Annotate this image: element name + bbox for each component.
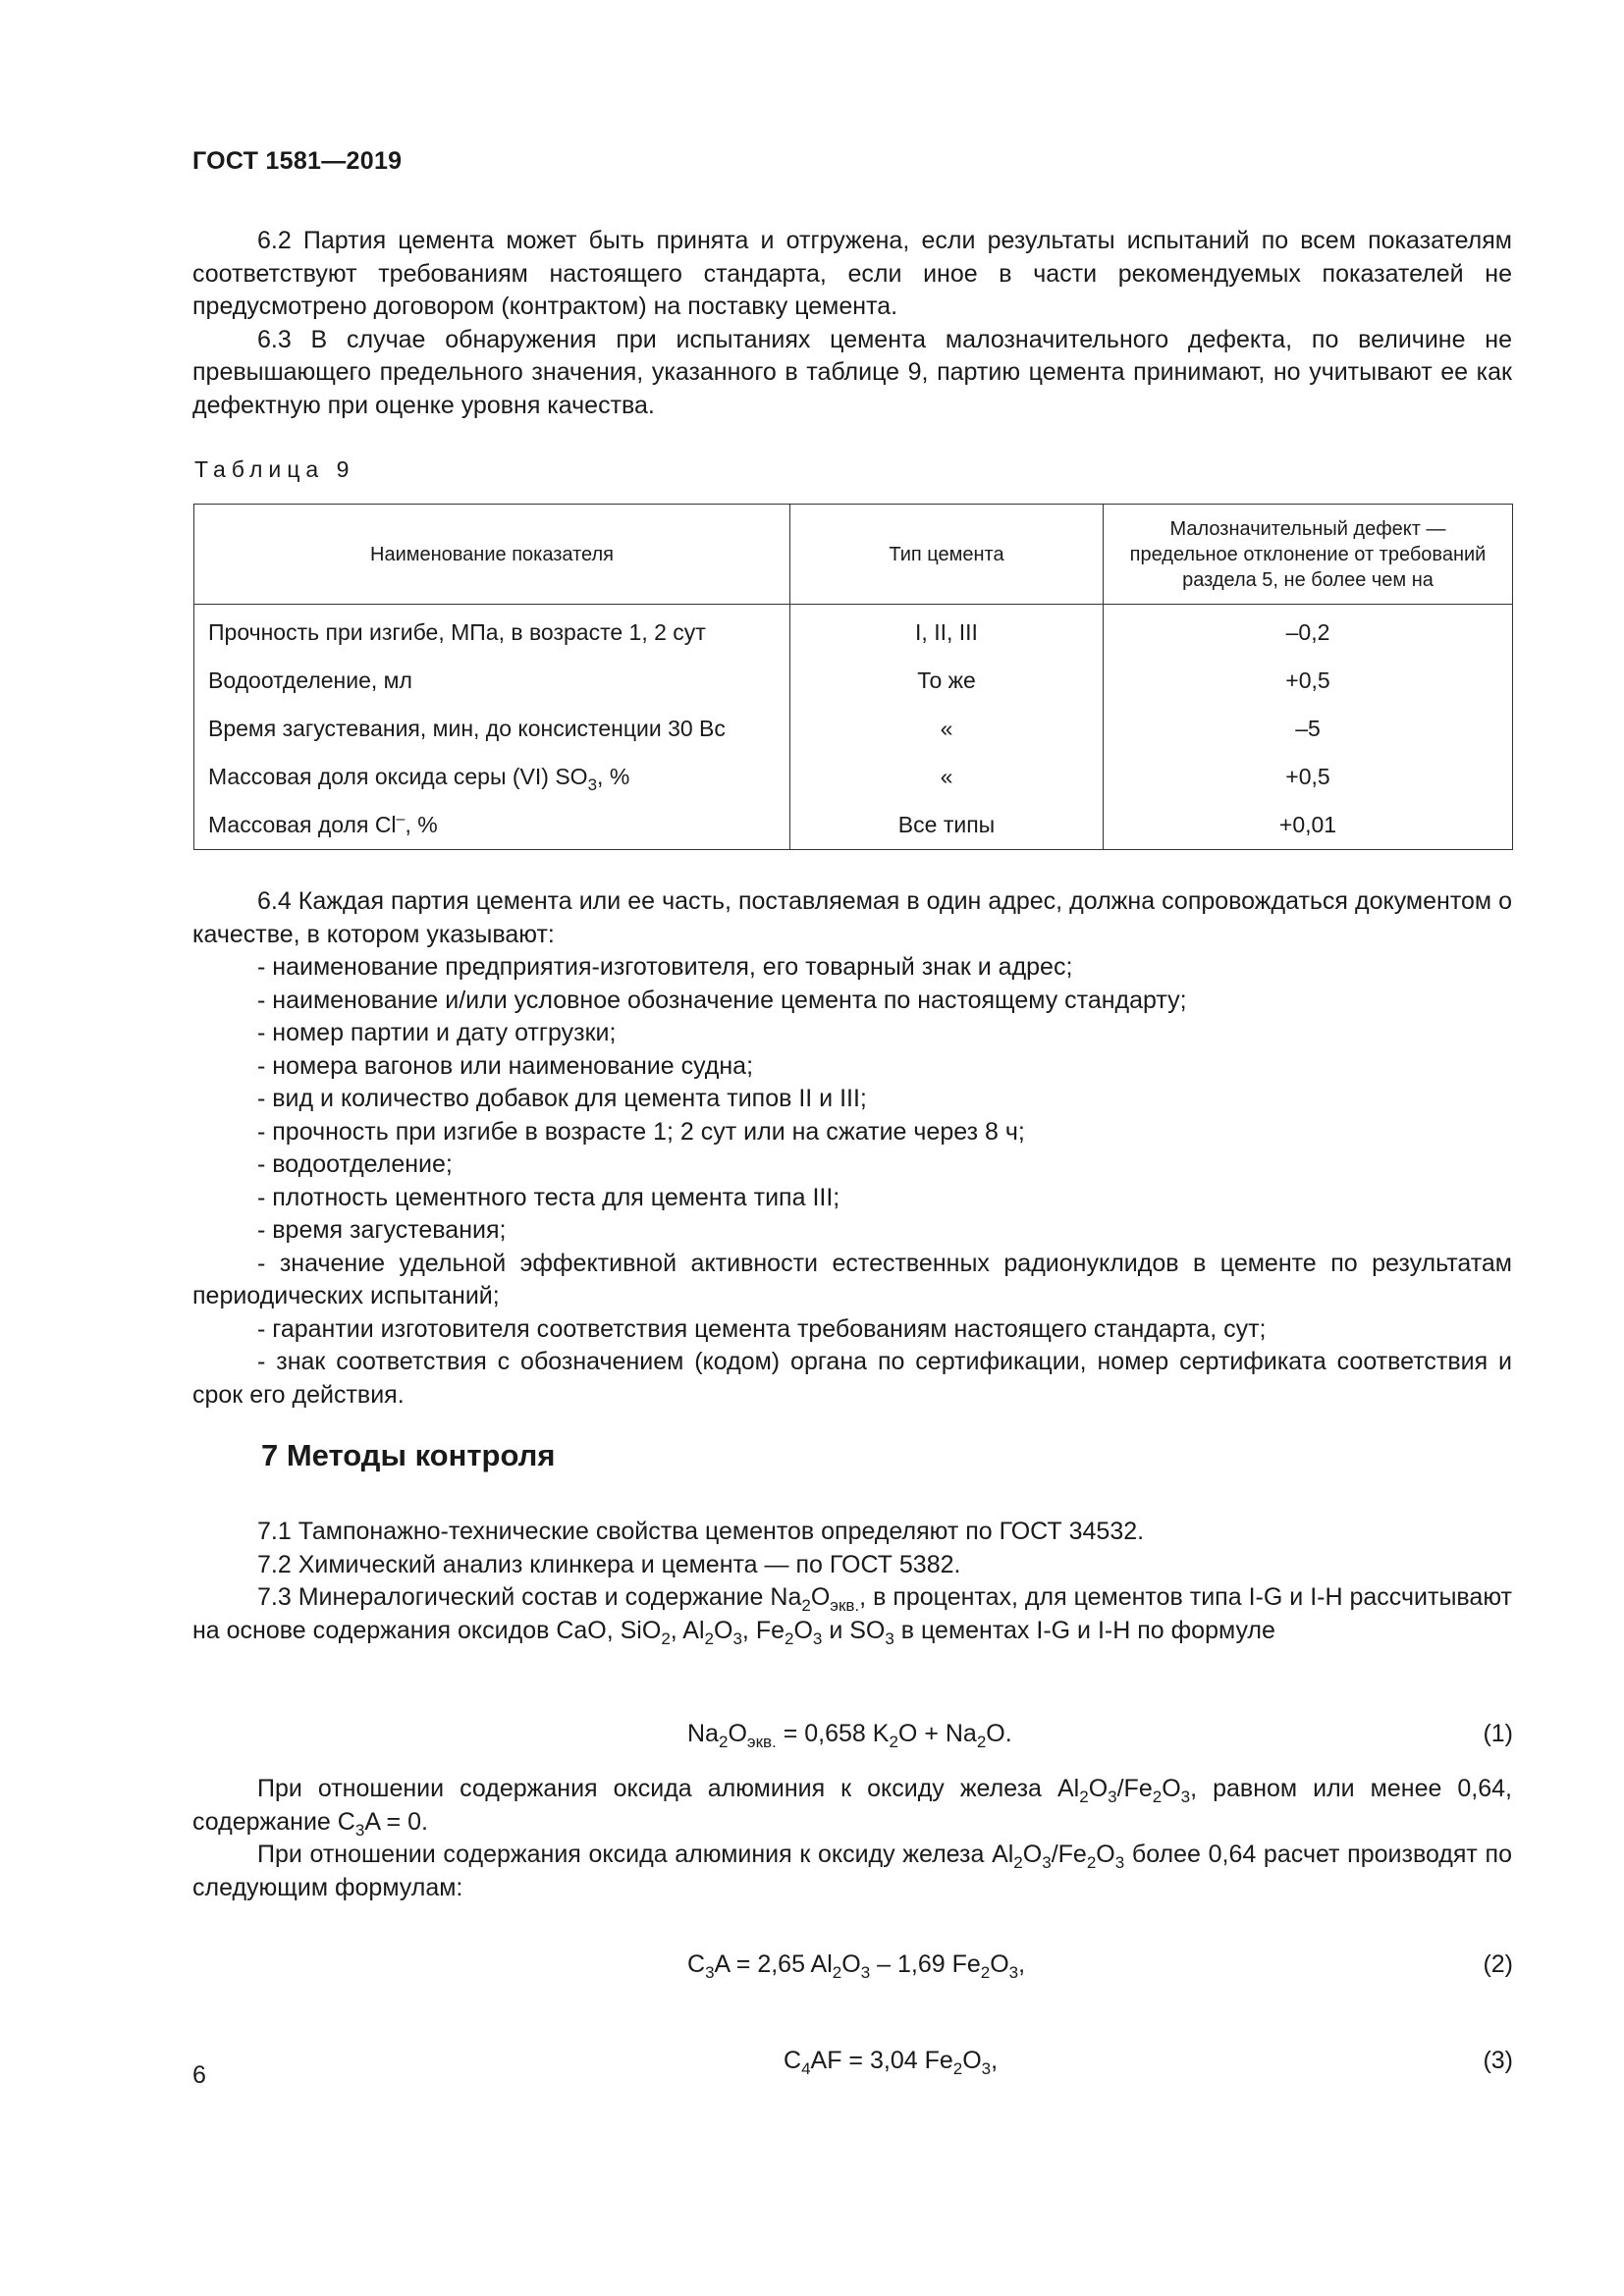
list-item: - водоотделение; (257, 1150, 453, 1178)
formula-1: $Na_2O_{экв.} = 0,658$ $K_2O + Na_2O$. (687, 1720, 1012, 1751)
paragraph-ratio-high: При отношении содержания оксида алюминия к оксиду железа $Al_2O_3/Fe_2O_3$ более 0,64 расчет производят по следующим формулам: (192, 1841, 1512, 1901)
table-row (194, 753, 1513, 801)
quality-document-list (192, 951, 1512, 1412)
table-cell-type: Все типы (790, 801, 1104, 850)
list-item: - наименование предприятия-изготовителя, его товарный знак и адрес; (257, 953, 1073, 981)
table-cell-value: +0,5 (1104, 753, 1513, 801)
paragraph-7-2: 7.2 Химический анализ клинкера и цемента — по ГОСТ 5382. (257, 1550, 961, 1578)
table-header-indicator: Наименование показателя (194, 505, 790, 605)
table-cell-value: –5 (1104, 705, 1513, 753)
table-caption: Таблица 9 (194, 456, 355, 482)
clause-6-2-6-3 (192, 225, 1512, 422)
table-cell-type: I, II, III (790, 605, 1104, 658)
table-cell-name: Массовая доля оксида серы (VI) $SO_3$, % (194, 753, 790, 801)
table-row (194, 657, 1513, 705)
paragraph-ratio-low: При отношении содержания оксида алюминия к оксиду железа $Al_2O_3/Fe_2O_3$, равном или менее 0,64, содержание $C_3A = 0$. (192, 1775, 1513, 1840)
table-row (194, 605, 1513, 658)
table-cell-type: То же (790, 657, 1104, 705)
formula-1-number: (1) (1483, 1720, 1513, 1747)
table-header-cement-type: Тип цемента (790, 505, 1104, 605)
table-cell-value: +0,01 (1104, 801, 1513, 850)
table-cell-name: Водоотделение, мл (194, 657, 790, 705)
list-item: - гарантии изготовителя соответствия цемента требованиям настоящего стандарта, сут; (257, 1314, 1267, 1343)
list-item: - время загустевания; (257, 1216, 507, 1244)
table-row (194, 801, 1513, 850)
list-item: - номера вагонов или наименование судна; (257, 1051, 754, 1080)
list-item: - знак соответствия с обозначением (кодом) органа по сертификации, номер сертификата соответствия и срок его действия. (192, 1348, 1512, 1409)
list-item: - прочность при изгибе в возрасте 1; 2 сут или на сжатие через 8 ч; (257, 1117, 1025, 1146)
paragraph-6-2: 6.2 Партия цемента может быть принята и отгружена, если результаты испытаний по всем показателям соответствуют требованиям настоящего стандарта, если иное в части рекомендуемых показателей не предусмотрено договором (контрактом) на поставку цемента. (192, 227, 1512, 320)
table-cell-name: Массовая доля Cl–, % (194, 801, 790, 850)
list-item: - вид и количество добавок для цемента типов II и III; (257, 1085, 867, 1112)
list-item: - номер партии и дату отгрузки; (257, 1019, 617, 1046)
formula-2-number: (2) (1483, 1950, 1513, 1978)
list-item: - наименование и/или условное обозначение цемента по настоящему стандарту; (257, 986, 1187, 1014)
section-7-title: 7 Методы контроля (261, 1438, 556, 1472)
table-header-row (194, 505, 1513, 605)
table-cell-name: Время загустевания, мин, до консистенции 30 Вс (194, 705, 790, 753)
formula-3-number: (3) (1483, 2047, 1513, 2074)
list-item: - значение удельной эффективной активности естественных радионуклидов в цементе по результатам периодических испытаний; (192, 1249, 1512, 1309)
paragraph-7-3: 7.3 Минералогический состав и содержание $Na_2O_{экв.}$, в процентах, для цементов типа I-G и I-H рассчитывают на основе содержания оксидов CaO, SiO$_2$, $Al_2O_3$, $Fe_2O_3$ и $SO_3$ в цементах I-G и I-H по формуле (192, 1583, 1512, 1648)
list-item: - плотность цементного теста для цемента типа III; (257, 1183, 840, 1211)
clause-7 (192, 1516, 1512, 1647)
table-row (194, 705, 1513, 753)
formula-2: $C_3A = 2,65$ $Al_2O_3 - 1,69$ $Fe_2O_3$, (687, 1950, 1026, 1982)
table-cell-type: « (790, 753, 1104, 801)
table-cell-type: « (790, 705, 1104, 753)
formula-3: $C_4AF = 3,04$ $Fe_2O_3$, (784, 2047, 999, 2078)
paragraph-6-4: 6.4 Каждая партия цемента или ее часть, поставляемая в один адрес, должна сопровождаться документом о качестве, в котором указывают: (192, 887, 1512, 948)
table-cell-name: Прочность при изгибе, МПа, в возрасте 1, 2 сут (194, 605, 790, 658)
clause-6-4 (192, 885, 1512, 1412)
table-9 (193, 504, 1513, 850)
page-number: 6 (192, 2061, 206, 2089)
table-cell-value: +0,5 (1104, 657, 1513, 705)
paragraph-7-1: 7.1 Тампонажно-технические свойства цементов определяют по ГОСТ 34532. (257, 1518, 1145, 1545)
table-header-defect: Малозначительный дефект — предельное отклонение от требований раздела 5, не более чем на (1104, 505, 1513, 605)
ratio-paragraphs (192, 1773, 1512, 1904)
table-cell-value: –0,2 (1104, 605, 1513, 658)
paragraph-6-3: 6.3 В случае обнаружения при испытаниях цемента малозначительного дефекта, по величине не превышающего предельного значения, указанного в таблице 9, партию цемента принимают, но учитывают ее как дефектную при оценке уровня качества. (192, 325, 1512, 419)
document-header: ГОСТ 1581—2019 (192, 147, 403, 175)
